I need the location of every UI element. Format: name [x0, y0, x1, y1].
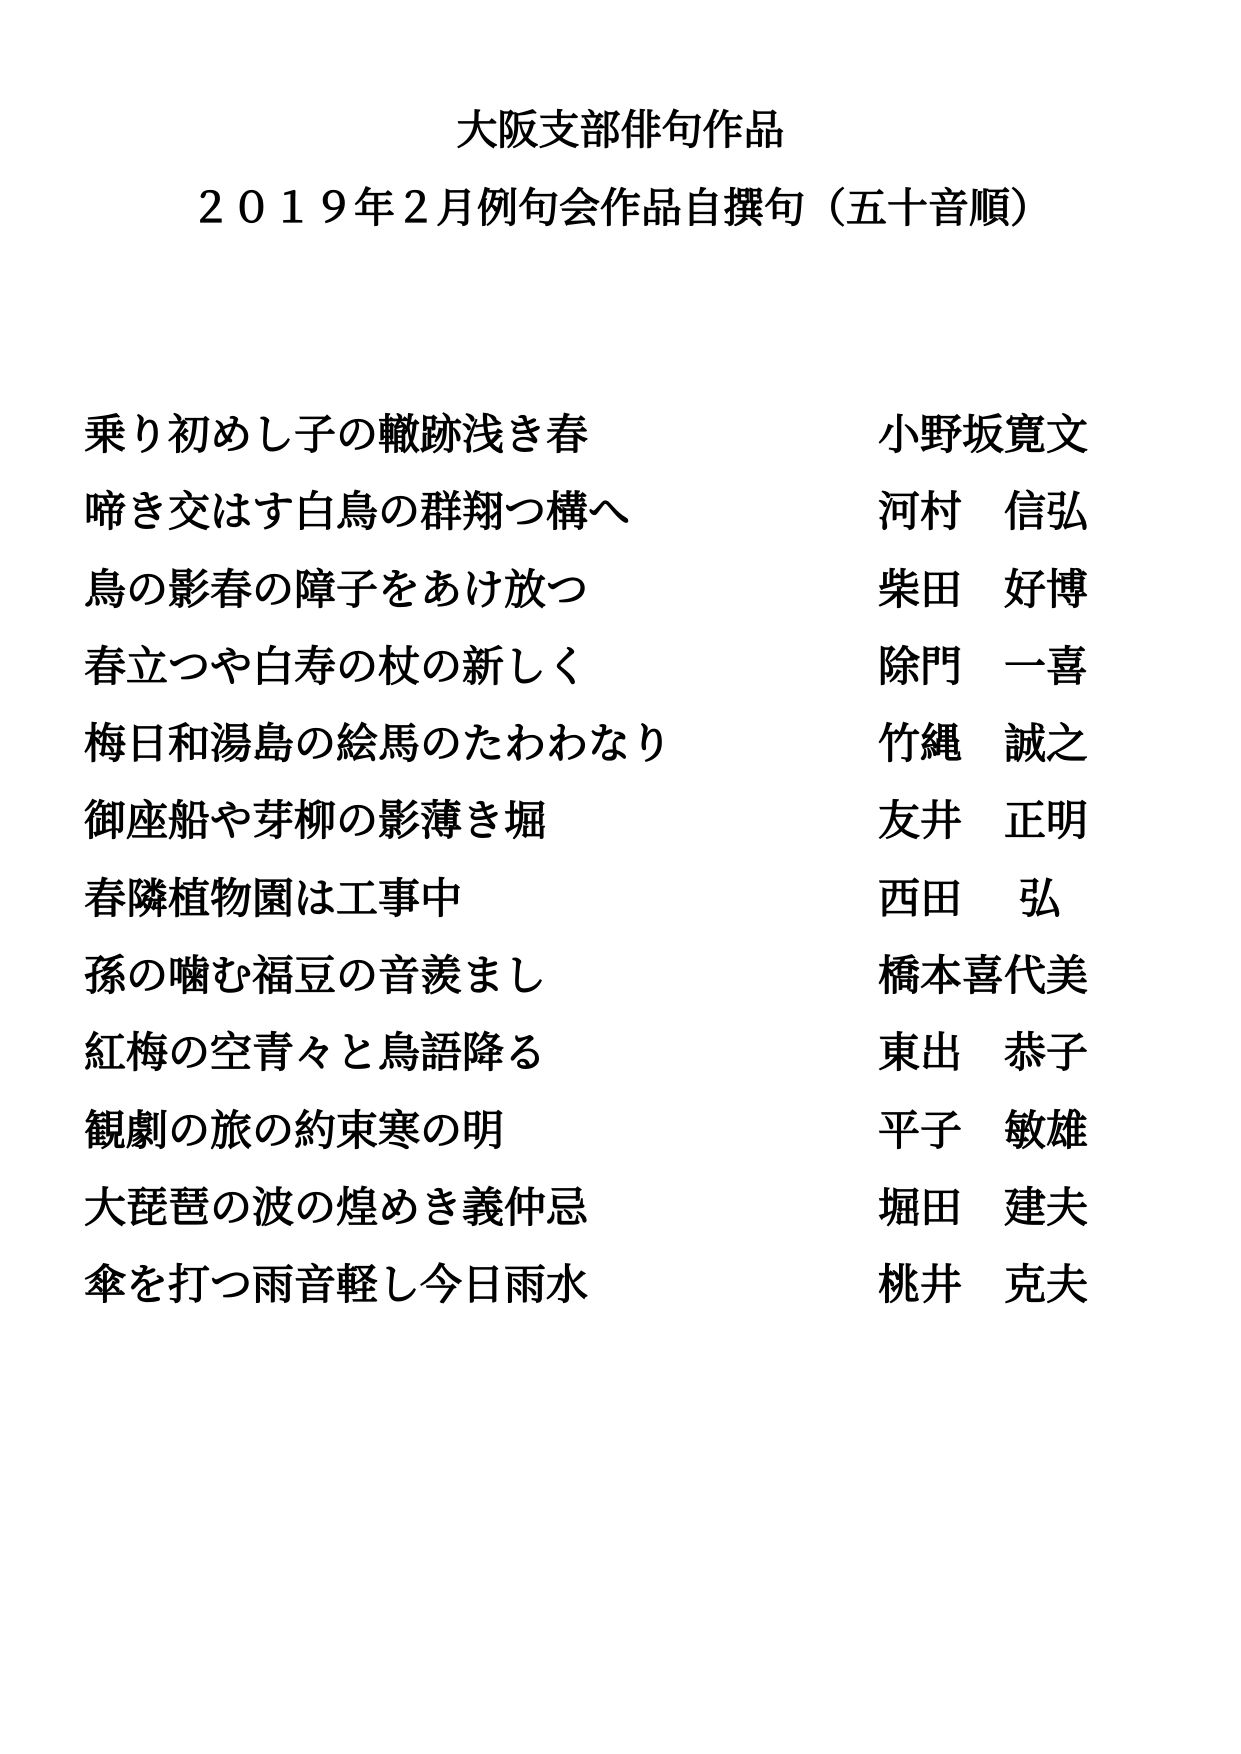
- haiku-list: [84, 407, 1159, 1335]
- haiku-author: 河村 信弘: [878, 487, 1089, 537]
- haiku-text: 啼き交はす白鳥の群翔つ構へ: [84, 487, 631, 537]
- haiku-row: [84, 562, 1159, 639]
- haiku-author: 東出 恭子: [878, 1028, 1089, 1078]
- haiku-row: [84, 716, 1159, 793]
- haiku-author: 竹縄 誠之: [878, 719, 1089, 769]
- haiku-text: 鳥の影春の障子をあけ放つ: [84, 564, 589, 614]
- haiku-text: 乗り初めし子の轍跡浅き春: [84, 410, 589, 459]
- haiku-row: [84, 871, 1159, 948]
- haiku-author: 平子 敏雄: [878, 1105, 1089, 1155]
- haiku-text: 梅日和湯島の絵馬のたわわなり: [84, 719, 673, 769]
- haiku-row: [84, 1025, 1159, 1102]
- haiku-text: 春立つや白寿の杖の新しく: [84, 641, 589, 691]
- haiku-author: 橋本喜代美: [878, 951, 1089, 1001]
- haiku-text: 孫の噛む福豆の音羨まし: [84, 951, 547, 1001]
- haiku-row: [84, 1103, 1159, 1180]
- haiku-author: 桃井 克夫: [878, 1260, 1089, 1310]
- haiku-text: 傘を打つ雨音軽し今日雨水: [84, 1260, 589, 1310]
- haiku-row: [84, 407, 1159, 484]
- haiku-text: 大琵琶の波の煌めき義仲忌: [84, 1182, 589, 1232]
- haiku-author: 柴田 好博: [878, 564, 1089, 614]
- haiku-row: [84, 793, 1159, 870]
- haiku-author: 除門 一喜: [878, 641, 1089, 691]
- haiku-text: 紅梅の空青々と鳥語降る: [84, 1028, 547, 1078]
- haiku-text: 御座船や芽柳の影薄き堀: [84, 796, 547, 846]
- haiku-text: 観劇の旅の約束寒の明: [84, 1105, 505, 1155]
- haiku-author: 堀田 建夫: [878, 1182, 1089, 1232]
- document-title: 大阪支部俳句作品: [456, 106, 785, 154]
- document-subtitle: ２０１９年２月例句会作品自撰句（五十音順）: [190, 184, 1051, 232]
- haiku-author: 西田 弘: [878, 873, 1061, 923]
- haiku-row: [84, 639, 1159, 716]
- haiku-row: [84, 484, 1159, 561]
- haiku-row: [84, 1180, 1159, 1257]
- haiku-author: 小野坂寛文: [878, 410, 1089, 459]
- haiku-author: 友井 正明: [878, 796, 1089, 846]
- haiku-text: 春隣植物園は工事中: [84, 873, 463, 923]
- haiku-row: [84, 1257, 1159, 1334]
- haiku-row: [84, 948, 1159, 1025]
